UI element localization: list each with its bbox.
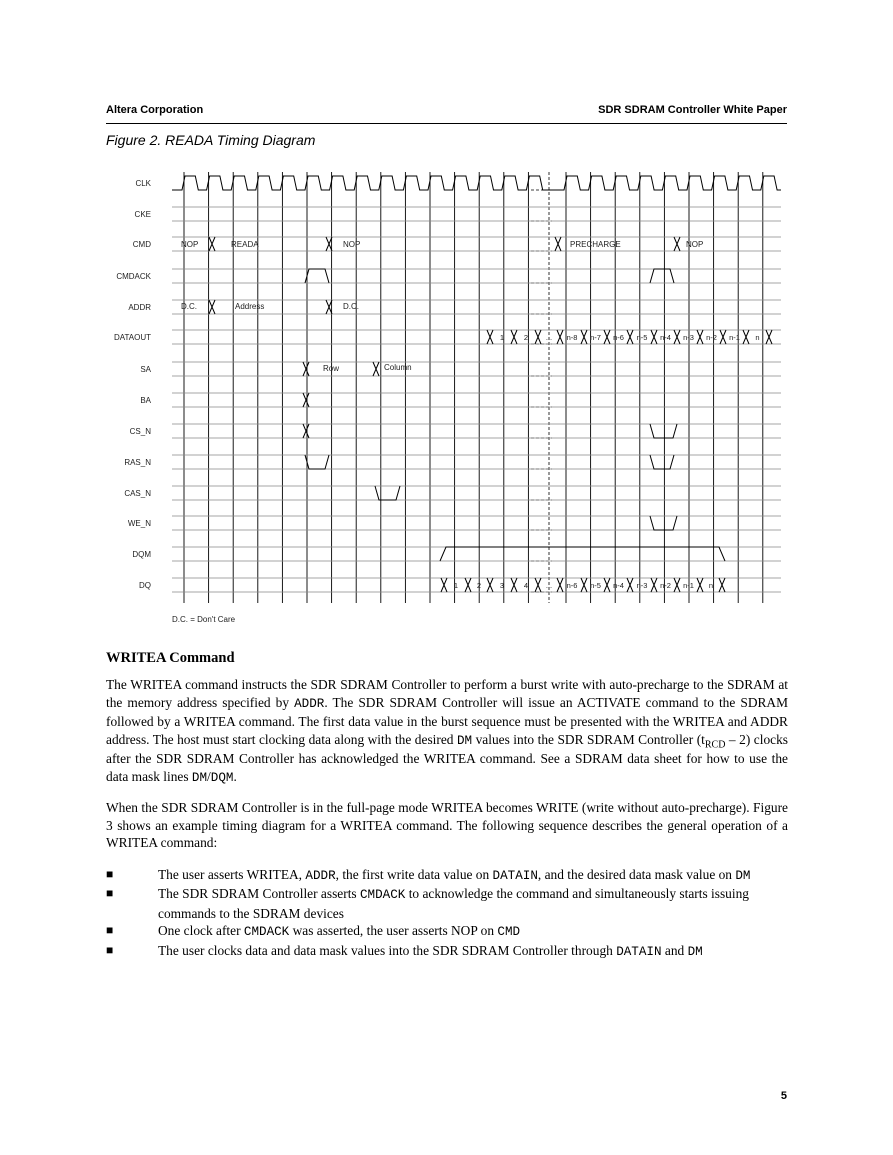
b3-code-cmd: CMD — [497, 925, 521, 940]
clk-waveform — [172, 176, 781, 190]
dq-transition — [697, 578, 703, 592]
b1-text-1: The user asserts WRITEA, — [158, 867, 306, 882]
header-company: Altera Corporation — [106, 104, 204, 116]
dq-cell-label: ... — [545, 581, 553, 590]
dq-transition — [674, 578, 680, 592]
p1-code-dm-2: DM — [191, 770, 208, 785]
signal-label-sa: SA — [140, 365, 151, 374]
p1-text-6: . — [233, 768, 237, 784]
dq-cell-label: 4 — [523, 581, 529, 590]
dataout-transition — [511, 330, 517, 344]
dataout-transition — [697, 330, 703, 344]
dataout-transition — [581, 330, 587, 344]
dataout-cell-label: n-6 — [613, 333, 624, 342]
signal-label-we-n: WE_N — [127, 519, 151, 528]
addr-label: D.C. — [181, 302, 197, 311]
dq-transition — [719, 578, 725, 592]
dataout-transition — [627, 330, 633, 344]
dataout-cell-label: 1 — [499, 333, 505, 342]
dataout-transition — [604, 330, 610, 344]
signal-label-addr: ADDR — [128, 303, 151, 312]
b2-code-cmdack: CMDACK — [359, 888, 406, 903]
page-number: 5 — [780, 1090, 787, 1102]
p1-text-5: / — [207, 768, 211, 784]
paragraph-writea-description — [106, 676, 788, 788]
b1-text-3: , and the desired data mask value on — [537, 867, 736, 882]
cmd-label: NOP — [181, 240, 199, 249]
p1-text-2: . The SDR SDRAM Controller will issue an ACTIVATE command to the SDRAM followed by a WRITEA command. The first data value in the burst sequence must be presented with the WRITEA and ADDR address. The host must start clocking data along with the desired — [106, 694, 788, 747]
b1-code-dm: DM — [735, 869, 751, 883]
ba-transition — [303, 393, 309, 407]
b1-code-datain: DATAIN — [492, 869, 538, 883]
list-item — [106, 942, 788, 961]
p1-text-1: The WRITEA command instructs the SDR SDRAM Controller to perform a burst write with auto-precharge to the SDRAM at the memory address specified by — [106, 677, 788, 710]
signal-label-cs-n: CS_N — [129, 427, 151, 436]
signal-label-dqm: DQM — [132, 550, 151, 559]
dq-transition — [511, 578, 517, 592]
figure-caption: Figure 2. READA Timing Diagram — [106, 132, 316, 148]
ras-n-pulse — [650, 455, 674, 469]
b4-code-datain: DATAIN — [616, 944, 662, 959]
bullet-square-icon: ■ — [106, 867, 114, 881]
b2-text-1: The SDR SDRAM Controller asserts — [158, 886, 360, 902]
dataout-transition — [535, 330, 541, 344]
dataout-transition — [487, 330, 493, 344]
ras-n-pulse — [305, 455, 329, 469]
bullet-square-icon: ■ — [106, 942, 114, 957]
section-heading: WRITEA Command — [106, 650, 235, 666]
sa-label: Column — [384, 363, 412, 372]
dataout-cell-label: 2 — [523, 333, 529, 342]
cmdack-pulse — [305, 269, 329, 283]
dq-transition — [627, 578, 633, 592]
dqm-waveform — [440, 547, 725, 561]
cas-n-pulse — [375, 486, 400, 500]
addr-transition — [326, 300, 332, 314]
p1-code-dm: DM — [456, 733, 473, 748]
addr-label: D.C. — [343, 302, 359, 311]
cmd-label: PRECHARGE — [570, 240, 621, 249]
signal-label-dq: DQ — [139, 581, 151, 590]
dq-cell-label: n-5 — [590, 581, 601, 590]
dataout-cell-label: n-2 — [706, 333, 717, 342]
dataout-cell-label: n-7 — [590, 333, 601, 342]
dataout-cell-label: ... — [545, 333, 553, 342]
signal-label-cas-n: CAS_N — [124, 489, 151, 498]
dataout-transition — [674, 330, 680, 344]
dataout-transition — [720, 330, 726, 344]
dq-transition — [465, 578, 471, 592]
dataout-cell-label: n-3 — [683, 333, 694, 342]
signal-label-ras-n: RAS_N — [124, 458, 151, 467]
signal-label-cke: CKE — [134, 210, 151, 219]
dataout-cell-label: n-8 — [566, 333, 578, 342]
dataout-cell-label: n-4 — [660, 333, 671, 342]
list-item — [106, 885, 788, 922]
dq-cell-label: n-3 — [636, 581, 648, 590]
dq-transition — [535, 578, 541, 592]
dataout-transition — [766, 330, 772, 344]
signal-label-ba: BA — [140, 396, 151, 405]
addr-transition — [209, 300, 215, 314]
dataout-transition — [743, 330, 749, 344]
b1-code-addr: ADDR — [305, 869, 336, 883]
p1-code-dqm: DQM — [210, 770, 234, 785]
cmdack-pulse — [650, 269, 674, 283]
p1-text-4: – 2) clocks after the SDR SDRAM Controller has acknowledged the WRITEA command. See a SDRAM data sheet for how to use the data mask lines — [106, 731, 788, 784]
cmd-transition — [674, 237, 680, 251]
b4-text-2: and — [661, 942, 688, 958]
dq-cell-label: 1 — [453, 581, 459, 590]
header-doc-title: SDR SDRAM Controller White Paper — [598, 104, 787, 116]
cs-n-pulse — [650, 424, 677, 438]
dq-transition — [441, 578, 447, 592]
dq-cell-label: n-4 — [613, 581, 624, 590]
dq-cell-label: n-6 — [566, 581, 578, 590]
b3-text-2: was asserted, the user asserts NOP on — [289, 923, 498, 939]
bullet-square-icon: ■ — [106, 886, 114, 901]
b4-code-dm: DM — [687, 944, 703, 959]
dont-care-note: D.C. = Don't Care — [172, 615, 236, 624]
cmd-label: READA — [231, 240, 259, 249]
p1-code-addr: ADDR — [294, 696, 325, 711]
paragraph-full-page-mode: When the SDR SDRAM Controller is in the full-page mode WRITEA becomes WRITE (write without auto-precharge). Figure 3 shows an example timing diagram for a WRITEA command. The following sequence describes the general operation of a WRITEA command: — [106, 800, 788, 851]
p1-subscript-rcd: RCD — [704, 739, 726, 751]
cmd-transition — [326, 237, 332, 251]
signal-label-cmdack: CMDACK — [116, 272, 151, 281]
dq-transition — [651, 578, 657, 592]
dq-transition — [581, 578, 587, 592]
list-item — [106, 866, 788, 885]
list-item — [106, 922, 788, 941]
operation-sequence-list — [106, 866, 788, 961]
dq-transition — [487, 578, 493, 592]
dq-cell-label: n — [708, 581, 714, 590]
bullet-square-icon: ■ — [106, 923, 114, 938]
dataout-cell-label: n-1 — [729, 333, 740, 342]
dq-cell-label: n-2 — [660, 581, 671, 590]
b3-text-1: One clock after — [158, 923, 244, 939]
dataout-transition — [651, 330, 657, 344]
b3-code-cmdack: CMDACK — [243, 925, 290, 940]
sa-transition — [373, 362, 379, 376]
signal-label-cmd: CMD — [132, 240, 151, 249]
cmd-transition — [555, 237, 561, 251]
dataout-transition — [557, 330, 563, 344]
signal-label-dataout: DATAOUT — [113, 333, 151, 342]
dataout-cell-label: n — [755, 333, 760, 342]
sa-label: Row — [323, 364, 340, 373]
dq-cell-label: 3 — [499, 581, 505, 590]
p1-text-3: values into the SDR SDRAM Controller (t — [472, 731, 705, 747]
we-n-pulse — [650, 516, 677, 530]
b1-text-2: , the first write data value on — [335, 867, 493, 882]
cmd-label: NOP — [686, 240, 704, 249]
cmd-label: NOP — [343, 240, 361, 249]
dq-cell-label: 2 — [476, 581, 482, 590]
sa-transition — [303, 362, 309, 376]
cmd-transition — [209, 237, 215, 251]
signal-label-clk: CLK — [135, 179, 151, 188]
cs-n-transition — [303, 424, 309, 438]
dq-transition — [604, 578, 610, 592]
dq-cell-label: n-1 — [683, 581, 694, 590]
b2-text-2: to acknowledge the command and simultaneously starts issuing commands to the SDRAM devices — [158, 886, 749, 921]
addr-label: Address — [235, 302, 265, 311]
dq-transition — [557, 578, 563, 592]
dataout-cell-label: n-5 — [636, 333, 648, 342]
b4-text-1: The user clocks data and data mask values into the SDR SDRAM Controller through — [158, 942, 617, 958]
